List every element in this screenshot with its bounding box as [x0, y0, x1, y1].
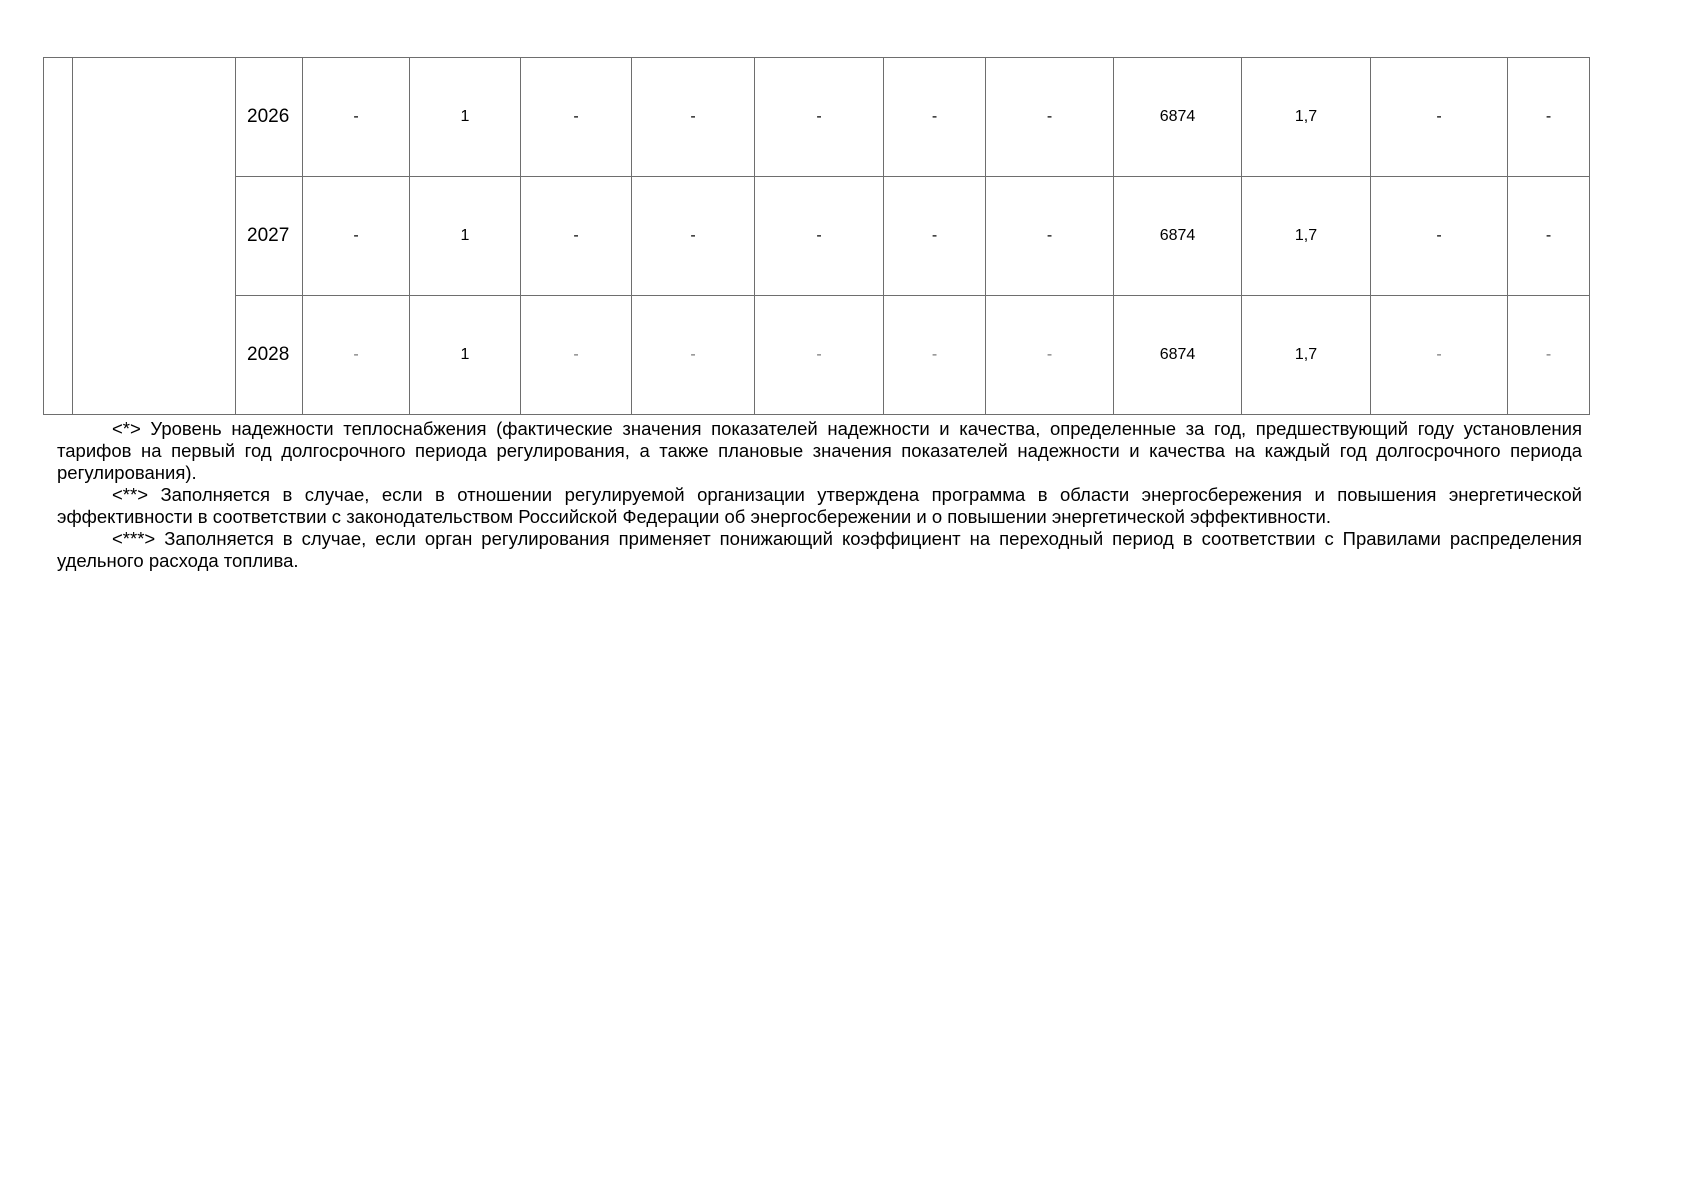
footnotes — [57, 418, 1582, 572]
table-cell: - — [632, 58, 755, 177]
table-row — [44, 296, 1590, 415]
table-cell: - — [632, 177, 755, 296]
table-cell: 1 — [410, 177, 521, 296]
table-row — [44, 177, 1590, 296]
table-cell: - — [986, 177, 1114, 296]
organization-cell — [73, 58, 236, 415]
table-row — [44, 58, 1590, 177]
table-cell: 1,7 — [1242, 58, 1371, 177]
table-cell: - — [884, 177, 986, 296]
table-cell: - — [303, 296, 410, 415]
table-cell: 1,7 — [1242, 296, 1371, 415]
indicators-table — [43, 57, 1590, 415]
footnote-1: <*> Уровень надежности теплоснабжения (фактические значения показателей надежности и качества, определенные за год, предшествующий году установления тарифов на первый год долгосрочного периода регулирования, а также плановые значения показателей надежности и качества на каждый год долгосрочного периода регулирования). — [57, 418, 1582, 483]
table-cell: - — [986, 58, 1114, 177]
table-cell: - — [884, 296, 986, 415]
table-cell: - — [303, 58, 410, 177]
table-cell: - — [521, 177, 632, 296]
table-cell: 1 — [410, 58, 521, 177]
year-cell: 2028 — [236, 296, 303, 415]
table-cell: - — [884, 58, 986, 177]
table-cell: - — [1371, 58, 1508, 177]
table-cell: - — [632, 296, 755, 415]
table-cell: - — [521, 296, 632, 415]
table-cell: - — [1508, 58, 1590, 177]
table-cell: 1 — [410, 296, 521, 415]
table-cell: 1,7 — [1242, 177, 1371, 296]
table-cell: - — [521, 58, 632, 177]
footnote-2: <**> Заполняется в случае, если в отношении регулируемой организации утверждена программа в области энергосбережения и повышения энергетической эффективности в соответствии с законодательством Российской Федерации об энергосбережении и о повышении энергетической эффективности. — [57, 484, 1582, 527]
table-cell: - — [755, 177, 884, 296]
table-cell: - — [986, 296, 1114, 415]
table-cell: - — [1371, 177, 1508, 296]
year-cell: 2027 — [236, 177, 303, 296]
row-number-cell — [44, 58, 73, 415]
year-cell: 2026 — [236, 58, 303, 177]
table-cell: - — [1508, 177, 1590, 296]
table-cell: - — [755, 296, 884, 415]
table-cell: - — [1508, 296, 1590, 415]
table-cell: 6874 — [1114, 58, 1242, 177]
table-cell: - — [755, 58, 884, 177]
table-cell: - — [1371, 296, 1508, 415]
footnote-3: <***> Заполняется в случае, если орган регулирования применяет понижающий коэффициент на переходный период в соответствии с Правилами распределения удельного расхода топлива. — [57, 528, 1582, 571]
table-cell: 6874 — [1114, 296, 1242, 415]
table-cell: 6874 — [1114, 177, 1242, 296]
table-cell: - — [303, 177, 410, 296]
